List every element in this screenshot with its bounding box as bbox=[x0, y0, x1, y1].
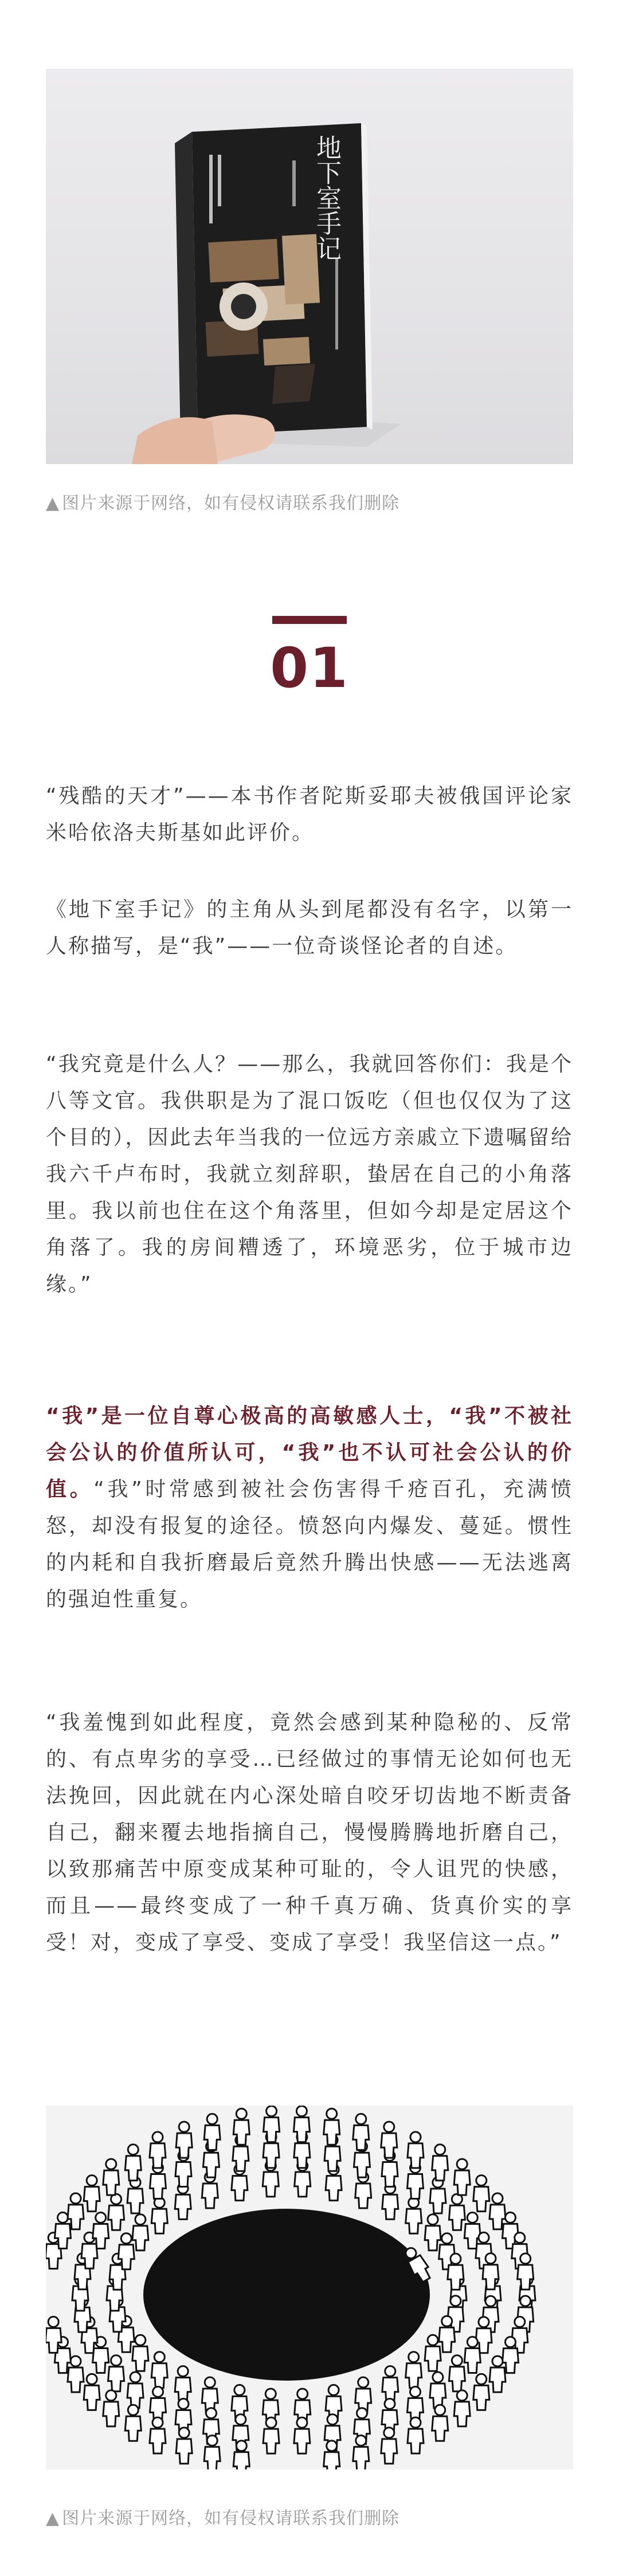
crowd-figure bbox=[406, 2197, 422, 2233]
crowd-figure bbox=[125, 2145, 141, 2181]
crowd-figure bbox=[454, 2390, 470, 2426]
crowd-figure bbox=[449, 2355, 465, 2392]
triangle-marker: ▲ bbox=[46, 2508, 60, 2528]
crowd-figure bbox=[473, 2374, 489, 2410]
book-illustration bbox=[46, 69, 573, 464]
crowd-figure bbox=[175, 2366, 191, 2402]
crowd-figure bbox=[473, 2176, 489, 2212]
crowd-figure bbox=[324, 2441, 340, 2469]
crowd-figure bbox=[125, 2405, 141, 2441]
crowd-figure bbox=[449, 2194, 465, 2230]
section-divider-bar bbox=[272, 616, 347, 624]
crowd-figure bbox=[381, 2428, 397, 2464]
crowd-figure bbox=[353, 2436, 369, 2469]
crowd-figure bbox=[464, 2337, 480, 2373]
paragraph-4: “我”是一位自尊心极高的高敏感人士，“我”不被社会公认的价值所认可，“我”也不认可社会公认的价值。“我”时常感到被社会伤害得千疮百孔，充满愤怒，却没有报复的途径。愤怒向内爆发、蔓延。惯性的内耗和自我折磨最后竟然升腾出快感——无法逃离的强迫性重复。 bbox=[46, 1404, 573, 1611]
crowd-figure bbox=[432, 2145, 448, 2181]
crowd-figure bbox=[151, 2197, 167, 2233]
book-title: 地下室手记 bbox=[312, 135, 341, 261]
crowd-figure bbox=[439, 2233, 455, 2269]
crowd-figure bbox=[204, 2436, 220, 2469]
crowd-figure bbox=[408, 2132, 424, 2168]
image-caption-2: ▲ 图片来源于网络，如有侵权请联系我们删除 bbox=[46, 2508, 400, 2528]
crowd-figure bbox=[382, 2183, 398, 2219]
crowd-figure bbox=[108, 2355, 124, 2392]
crowd-figure bbox=[176, 2428, 192, 2464]
crowd-figure bbox=[84, 2176, 100, 2212]
crowd-figure bbox=[175, 2183, 191, 2219]
crowd-figure bbox=[108, 2194, 124, 2230]
crowd-figure bbox=[46, 2316, 61, 2353]
image-caption: ▲ 图片来源于网络，如有侵权请联系我们删除 bbox=[46, 493, 400, 513]
crowd-figure bbox=[84, 2374, 100, 2410]
crowd-figure bbox=[406, 2352, 422, 2388]
crowd-figure bbox=[503, 2212, 519, 2248]
crowd-figure bbox=[489, 2356, 506, 2392]
crowd-figure bbox=[127, 2177, 143, 2213]
crowd-figure bbox=[150, 2417, 166, 2453]
crowd-figure bbox=[150, 2132, 166, 2168]
crowd-figure bbox=[408, 2417, 424, 2453]
crowd-figure bbox=[263, 2417, 279, 2453]
crowd-figure bbox=[430, 2177, 446, 2213]
dark-void bbox=[143, 2209, 430, 2381]
crowd-figure bbox=[382, 2366, 398, 2402]
crowd-figure bbox=[103, 2159, 119, 2195]
crowd-figure bbox=[432, 2405, 448, 2441]
paragraph-5: “我羞愧到如此程度，竟然会感到某种隐秘的、反常的、有点卑劣的享受…已经做过的事情无论如何也无法挽回，因此就在内心深处暗自咬牙切齿地不断责备自己，翻来覆去地指摘自己，慢慢腾腾地折磨自己，以致那痛苦中原变成某种可耻的，令人诅咒的快感，而且——最终变成了一种千真万确、货真价实的享受！对，变成了享受、变成了享受！我坚信这一点。” bbox=[46, 1711, 573, 1954]
crowd-figure bbox=[448, 2296, 464, 2332]
book-photo bbox=[46, 69, 573, 464]
crowd-illustration bbox=[46, 2106, 573, 2469]
crowd-figure bbox=[430, 2372, 446, 2408]
paragraph-3: “我究竟是什么人？——那么，我就回答你们：我是个八等文官。我供职是为了混口饭吃（但也仅仅为了这个目的），因此去年当我的一位远方亲戚立下遗嘱留给我六千卢布时，我就立刻辞职，蛰居在自己的小角落里。我以前也住在这个角落里，但如今却是定居这个角落了。我的房间糟透了，环境恶劣，位于城市边缘。” bbox=[46, 1053, 573, 1296]
crowd-figure bbox=[425, 2335, 441, 2371]
paragraph-1: “残酷的天才”——本书作者陀斯妥耶夫被俄国评论家米哈依洛夫斯基如此评价。 bbox=[46, 784, 573, 845]
crowd-figure bbox=[103, 2390, 119, 2426]
section-number: 01 bbox=[270, 636, 349, 700]
highlighted-text: “我”是一位自尊心极高的高敏感人士，“我”不被社会公认的价值所认可，“我”也不认可社会公认的价值。 bbox=[46, 1404, 573, 1501]
triangle-marker: ▲ bbox=[46, 493, 60, 513]
crowd-figure bbox=[294, 2417, 310, 2453]
crowd-figure bbox=[439, 2316, 455, 2352]
crowd-figure bbox=[512, 2316, 528, 2353]
crowd-figure bbox=[132, 2214, 148, 2251]
crowd-figure bbox=[454, 2159, 470, 2195]
crowd-figure bbox=[151, 2352, 167, 2388]
crowd-figure bbox=[425, 2214, 441, 2251]
crowd-svg bbox=[46, 2106, 573, 2469]
crowd-figure bbox=[233, 2441, 249, 2469]
paragraph-2: 《地下室手记》的主角从头到尾都没有名字，以第一人称描写，是“我”——一位奇谈怪论者的自述。 bbox=[46, 898, 573, 958]
crowd-figure bbox=[127, 2372, 143, 2408]
